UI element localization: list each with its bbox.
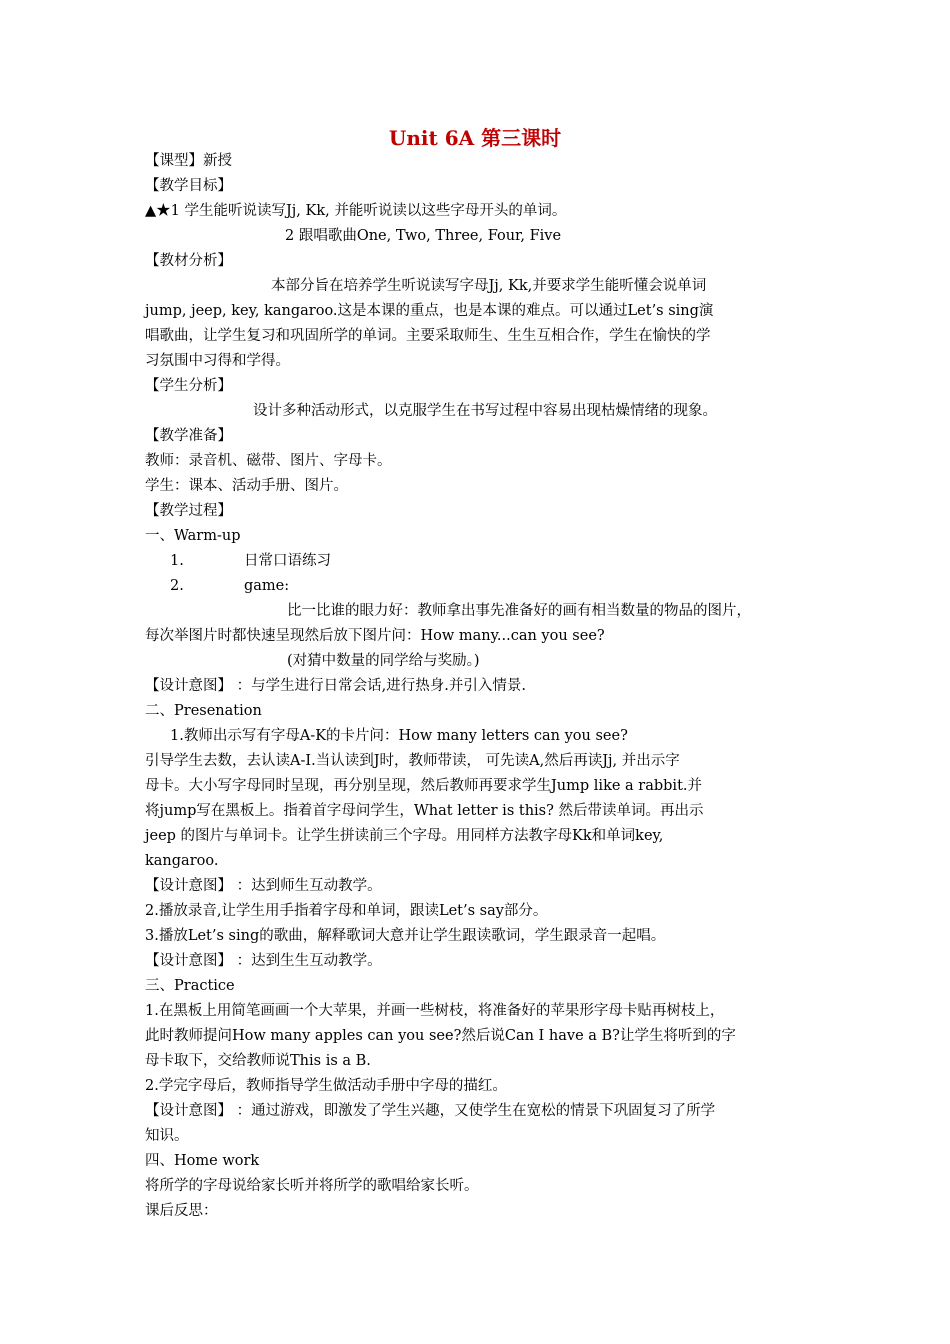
list-number: 2. bbox=[170, 578, 184, 594]
subsection-heading: 一、Warm-up bbox=[145, 528, 241, 544]
paragraph-line: jump, jeep, key, kangaroo.这是本课的重点，也是本课的难点。可以通过Let’s sing演 bbox=[145, 303, 714, 319]
section-heading: 【教学目标】 bbox=[145, 178, 232, 194]
paragraph-line: kangaroo. bbox=[145, 853, 219, 869]
paragraph-line: 此时教师提问How many apples can you see?然后说Can I have a B?让学生将听到的字 bbox=[145, 1028, 736, 1044]
list-number: 1. bbox=[170, 553, 184, 569]
paragraph-line: 唱歌曲，让学生复习和巩固所学的单词。主要采取师生、生生互相合作，学生在愉快的学 bbox=[145, 328, 711, 344]
design-intent: 【设计意图】 ：与学生进行日常会话,进行热身.并引入情景. bbox=[145, 678, 526, 694]
reflection-label: 课后反思： bbox=[145, 1203, 218, 1219]
paragraph-line: 将所学的字母说给家长听并将所学的歌唱给家长听。 bbox=[145, 1178, 479, 1194]
paragraph-line: 习氛围中习得和学得。 bbox=[145, 353, 290, 369]
paragraph-line: 2.学完字母后，教师指导学生做活动手册中字母的描红。 bbox=[145, 1078, 507, 1094]
section-heading: 【教学准备】 bbox=[145, 428, 232, 444]
design-intent: 【设计意图】 ：达到生生互动教学。 bbox=[145, 953, 382, 969]
paragraph-line: 每次举图片时都快速呈现然后放下图片问：How many...can you see? bbox=[145, 628, 605, 644]
objective-line: 2 跟唱歌曲One, Two, Three, Four, Five bbox=[285, 228, 562, 244]
paragraph-line: 教师：录音机、磁带、图片、字母卡。 bbox=[145, 453, 392, 469]
paragraph-line: 1.在黑板上用简笔画画一个大苹果，并画一些树枝，将准备好的苹果形字母卡贴再树枝上， bbox=[145, 1003, 725, 1019]
paragraph-line: 本部分旨在培养学生听说读写字母Jj, Kk,并要求学生能听懂会说单词 bbox=[271, 278, 707, 294]
paragraph-line: 知识。 bbox=[145, 1128, 189, 1144]
paragraph-line: 母卡。大小写字母同时呈现，再分别呈现，然后教师再要求学生Jump like a rabbit.并 bbox=[145, 778, 703, 794]
subsection-heading: 三、Practice bbox=[145, 978, 235, 994]
paragraph-line: 比一比谁的眼力好：教师拿出事先准备好的画有相当数量的物品的图片， bbox=[287, 603, 751, 619]
design-intent: 【设计意图】 ：达到师生互动教学。 bbox=[145, 878, 382, 894]
list-item: game: bbox=[244, 578, 290, 594]
paragraph-line: jeep 的图片与单词卡。让学生拼读前三个字母。用同样方法教字母Kk和单词key, bbox=[145, 828, 664, 844]
section-heading: 【教学过程】 bbox=[145, 503, 232, 519]
lesson-type: 【课型】新授 bbox=[145, 153, 232, 169]
section-heading: 【教材分析】 bbox=[145, 253, 232, 269]
design-intent: 【设计意图】 ：通过游戏，即激发了学生兴趣，又使学生在宽松的情景下巩固复习了所学 bbox=[145, 1103, 716, 1119]
objective-line: ▲★1 学生能听说读写Jj, Kk, 并能听说读以这些字母开头的单词。 bbox=[145, 203, 567, 219]
paragraph-line: 学生：课本、活动手册、图片。 bbox=[145, 478, 348, 494]
paragraph-line: (对猜中数量的同学给与奖励。) bbox=[287, 653, 480, 669]
paragraph-line: 1.教师出示写有字母A-K的卡片问：How many letters can you see? bbox=[170, 728, 628, 744]
subsection-heading: 二、Presenation bbox=[145, 703, 262, 719]
list-item: 日常口语练习 bbox=[244, 553, 331, 569]
paragraph-line: 2.播放录音,让学生用手指着字母和单词，跟读Let’s say部分。 bbox=[145, 903, 548, 919]
page-title: Unit 6A 第三课时 bbox=[388, 126, 562, 150]
paragraph-line: 将jump写在黑板上。指着首字母问学生，What letter is this? 然后带读单词。再出示 bbox=[145, 803, 704, 819]
subsection-heading: 四、Home work bbox=[145, 1153, 260, 1169]
paragraph-line: 3.播放Let’s sing的歌曲，解释歌词大意并让学生跟读歌词，学生跟录音一起唱。 bbox=[145, 928, 666, 944]
paragraph-line: 设计多种活动形式，以克服学生在书写过程中容易出现枯燥情绪的现象。 bbox=[253, 403, 717, 419]
paragraph-line: 母卡取下，交给教师说This is a B. bbox=[145, 1053, 371, 1069]
section-heading: 【学生分析】 bbox=[145, 378, 232, 394]
paragraph-line: 引导学生去数，去认读A-I.当认读到J时，教师带读， 可先读A,然后再读Jj, 并出示字 bbox=[145, 753, 680, 769]
